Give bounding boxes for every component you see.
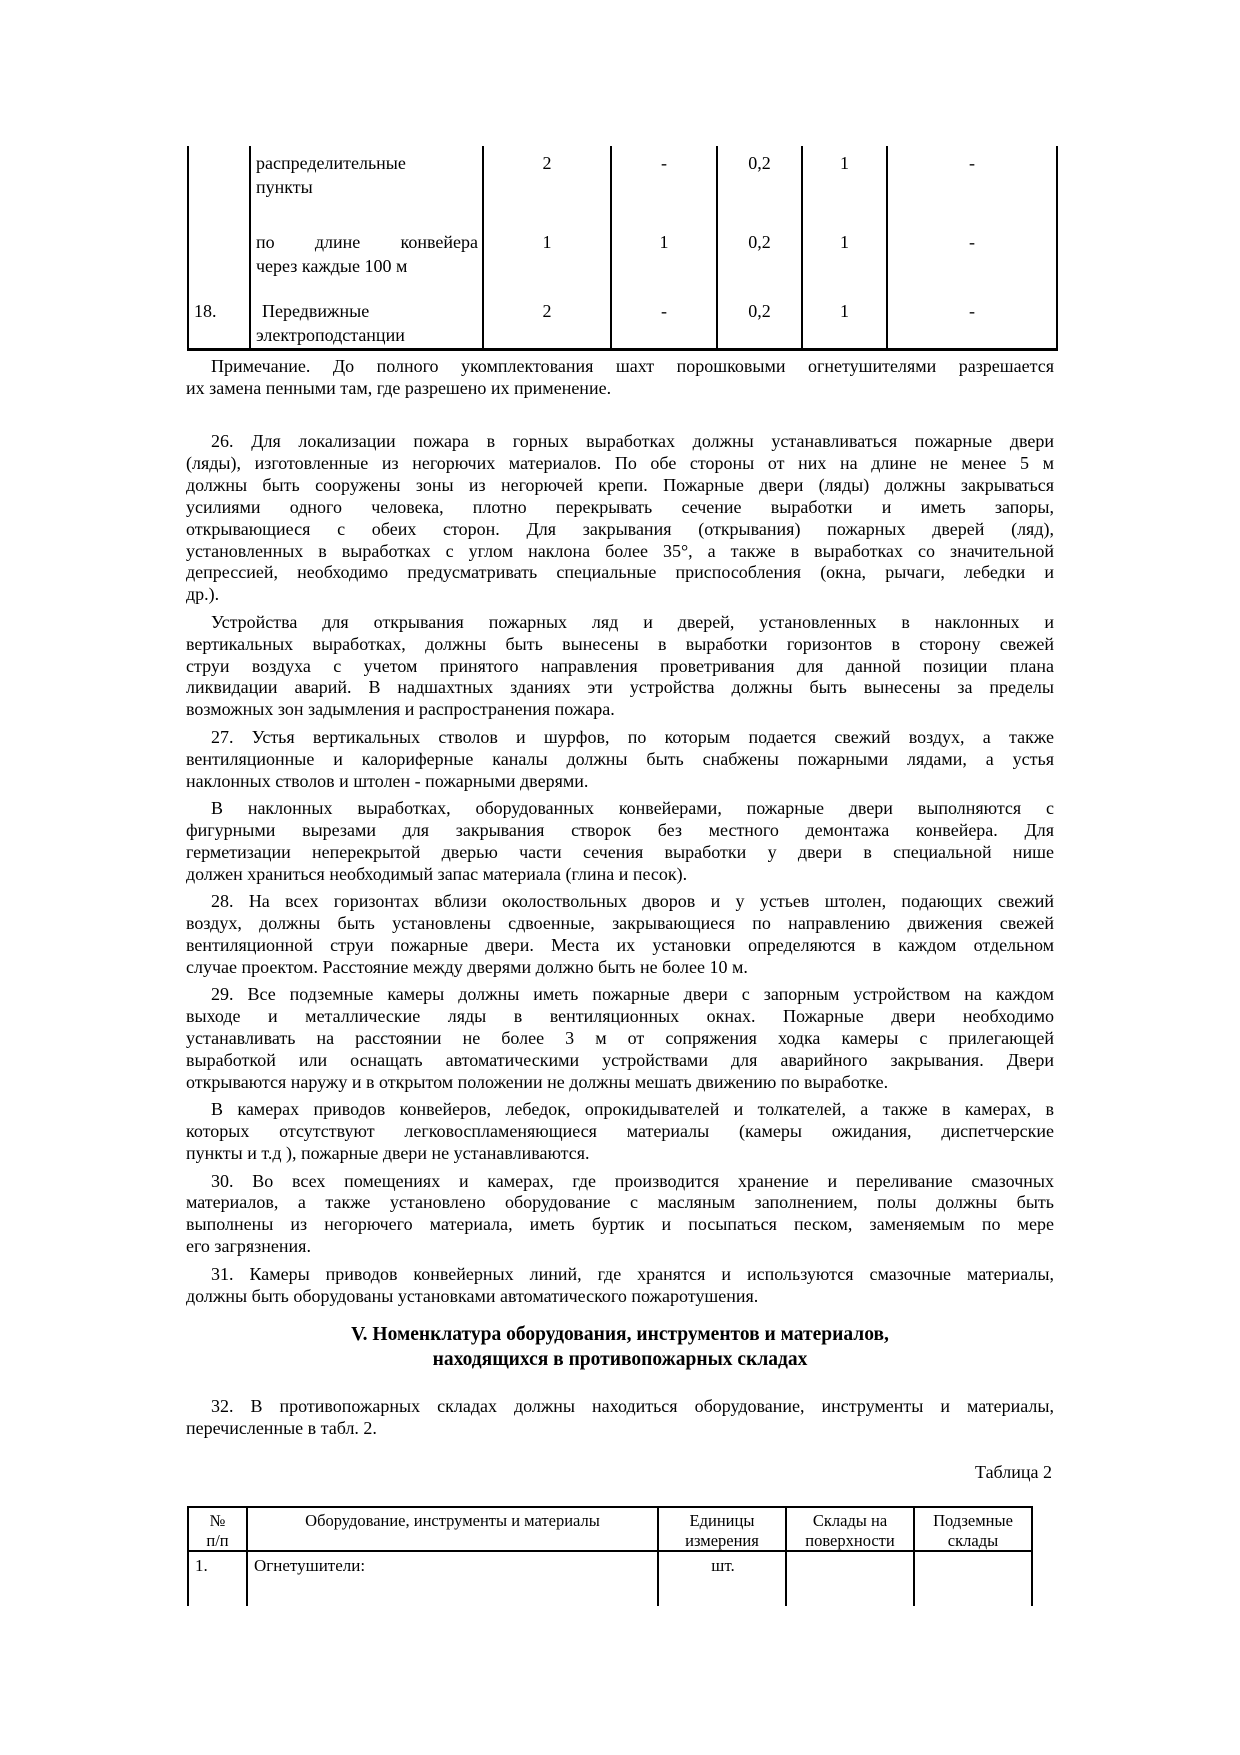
text-line: Склады на (812, 1511, 888, 1530)
text-line: пункты (256, 177, 313, 197)
text-line: склады (947, 1530, 999, 1550)
paragraph-31 (186, 1264, 1054, 1308)
text-line: струи воздуха с учетом принятого направления проветривания для данной позиции плана (186, 655, 1054, 676)
unit-cell: шт. (658, 1551, 786, 1606)
text-line: наклонных стволов и штолен - пожарными дверями. (186, 770, 589, 791)
paragraph-27 (186, 727, 1054, 793)
text-line: открывающиеся с обеих сторон. Для закрывания (открывания) пожарных дверей (ляд), (186, 518, 1054, 539)
row-number-cell: 18. (188, 294, 250, 350)
value-cell: - (887, 146, 1057, 225)
text-line: герметизации неперекрытой дверью части сечения выработки у двери в специальной нише (186, 841, 1054, 862)
text-line: распределительные (256, 153, 406, 173)
text-line: вертикальных выработках, должны быть вынесены в выработки горизонтов в сторону свежей (186, 633, 1054, 654)
paragraph-32 (186, 1396, 1054, 1440)
header-equipment (247, 1507, 658, 1551)
text-line: В наклонных выработках, оборудованных конвейерами, пожарные двери выполняются с (211, 798, 1054, 818)
text-line: 32. В противопожарных складах должны находиться оборудование, инструменты и материалы, (211, 1396, 1054, 1416)
text-line: материалов, а также установлено оборудование с масляным заполнением, полы должны быть (186, 1192, 1054, 1213)
text-line: открываются наружу и в открытом положении не должны мешать движению по выработке. (186, 1071, 889, 1092)
header-underground-storage (914, 1507, 1032, 1551)
paragraph-26-devices (186, 612, 1054, 722)
text-line: выполнены из негорючего материала, иметь буртик и посыпаться песком, заменяемым по мере (186, 1214, 1054, 1235)
underground-value-cell (914, 1551, 1032, 1606)
value-cell: 0,2 (717, 146, 802, 225)
text-line: воздух, должны быть установлены сдвоенные, закрывающиеся по направлению движения свежей (186, 913, 1054, 934)
text-line: находящихся в противопожарных складах (432, 1349, 808, 1370)
row-number-cell: 1. (188, 1551, 247, 1606)
text-line: выходе и металлические ляды в вентиляционных окнах. Пожарные двери необходимо (186, 1006, 1054, 1027)
text-line: вентиляционные и калориферные каналы должны быть снабжены пожарными лядами, а устья (186, 748, 1054, 769)
text-line: которых отсутствуют легковоспламеняющиеся материалы (камеры ожидания, диспетчерские (186, 1121, 1054, 1142)
text-line: 29. Все подземные камеры должны иметь пожарные двери с запорным устройством на каждом (211, 984, 1054, 1005)
text-line: их замена пенными там, где разрешено их применение. (186, 377, 612, 398)
row-description-cell (250, 225, 483, 294)
header-number (188, 1507, 247, 1551)
value-cell: - (611, 146, 717, 225)
text-line: его загрязнения. (186, 1236, 311, 1257)
value-cell: 1 (802, 146, 887, 225)
text-line: 26. Для локализации пожара в горных выработках должны устанавливаться пожарные двери (211, 431, 1054, 451)
text-line: измерения (685, 1530, 759, 1550)
text-line: по длине конвейера (256, 232, 478, 252)
text-line: Устройства для открывания пожарных ляд и дверей, установленных в наклонных и (211, 611, 1054, 632)
row-description-cell (250, 146, 483, 225)
text-line: через каждые 100 м (256, 256, 408, 276)
surface-value-cell (786, 1551, 914, 1606)
paragraph-26 (186, 431, 1054, 606)
value-cell: 0,2 (717, 294, 802, 350)
header-surface-storage (786, 1507, 914, 1551)
value-cell: 1 (802, 225, 887, 294)
text-line: устанавливать на расстоянии не более 3 м от сопряжения ходка камеры с прилегающей (186, 1028, 1054, 1049)
text-line: пункты и т.д ), пожарные двери не устанавливаются. (186, 1143, 590, 1164)
text-line: Примечание. До полного укомплектования шахт порошковыми огнетушителями разрешается (211, 356, 1054, 376)
value-cell: - (887, 294, 1057, 350)
text-line: Передвижные (262, 301, 370, 321)
text-line: выработкой или оснащать автоматическими устройствами для аварийного закрывания. Двери (186, 1049, 1054, 1070)
table-row (188, 146, 1057, 225)
text-line: депрессией, необходимо предусматривать специальные приспособления (окна, рычаги, лебедки и (186, 562, 1054, 583)
text-line: 27. Устья вертикальных стволов и шурфов, по которым подается свежий воздух, а также (211, 726, 1054, 747)
table2-caption: Таблица 2 (975, 1462, 1052, 1482)
text-line: В камерах приводов конвейеров, лебедок, опрокидывателей и толкателей, а также в камерах, в (211, 1099, 1054, 1120)
header-row (188, 1507, 1032, 1551)
text-line: усилиями одного человека, плотно перекрывать сечение выработки и иметь запоры, (186, 496, 1054, 517)
text-line: возможных зон задымления и распространения пожара. (186, 699, 615, 720)
text-line: должны быть оборудованы установками автоматического пожаротушения. (186, 1285, 759, 1306)
row-number-cell (188, 146, 250, 225)
header-units (658, 1507, 786, 1551)
body-paragraphs (186, 431, 1054, 1313)
table-row (188, 294, 1057, 350)
text-line: Единицы (689, 1511, 755, 1530)
text-line: 31. Камеры приводов конвейерных линий, где хранятся и используются смазочные материалы, (211, 1263, 1054, 1284)
value-cell: 1 (611, 225, 717, 294)
text-line: п/п (206, 1530, 229, 1550)
text-line: установленных в выработках с углом наклона более 35°, а также в выработках со значительной (186, 540, 1054, 561)
value-cell: - (887, 225, 1057, 294)
text-line: (ляды), изготовленные из негорючих материалов. По обе стороны от них на длине не менее 5 м (186, 452, 1054, 473)
paragraph-30 (186, 1171, 1054, 1259)
text-line: др.). (186, 584, 220, 605)
text-line: случае проектом. Расстояние между дверями должно быть не более 10 м. (186, 956, 748, 977)
text-line: ликвидации аварий. В надшахтных зданиях эти устройства должны быть вынесены за пределы (186, 677, 1054, 698)
text-line: № (209, 1511, 226, 1530)
value-cell: 2 (483, 146, 611, 225)
value-cell: 1 (802, 294, 887, 350)
equipment-table (187, 1506, 1033, 1606)
value-cell: 2 (483, 294, 611, 350)
note-paragraph (186, 356, 1054, 400)
paragraph-29-chambers (186, 1099, 1054, 1165)
paragraph-28 (186, 891, 1054, 979)
value-cell: 1 (483, 225, 611, 294)
item-name-cell: Огнетушители: (247, 1551, 658, 1606)
row-description-cell (250, 294, 483, 350)
text-line: электроподстанции (256, 325, 405, 345)
row-number-cell (188, 225, 250, 294)
value-cell: - (611, 294, 717, 350)
section-heading (186, 1322, 1054, 1372)
text-line: 28. На всех горизонтах вблизи околоствольных дворов и у устьев штолен, подающих свежий (211, 891, 1054, 912)
continuation-table (187, 146, 1058, 351)
text-line: Подземные (933, 1511, 1013, 1530)
table-row (188, 1551, 1032, 1606)
text-line: должен храниться необходимый запас материала (глина и песок). (186, 863, 688, 884)
text-line: поверхности (805, 1530, 895, 1550)
paragraph-29 (186, 984, 1054, 1094)
text-line: перечисленные в табл. 2. (186, 1417, 377, 1438)
value-cell: 0,2 (717, 225, 802, 294)
text-line: фигурными вырезами для закрывания створок без местного демонтажа конвейера. Для (186, 819, 1054, 840)
text-line: V. Номенклатура оборудования, инструментов и материалов, (351, 1324, 889, 1345)
text-line: Оборудование, инструменты и материалы (305, 1511, 600, 1530)
table-row (188, 225, 1057, 294)
text-line: 30. Во всех помещениях и камерах, где производится хранение и переливание смазочных (211, 1170, 1054, 1191)
text-line: вентиляционной струи пожарные двери. Места их установки определяются в каждом отдельном (186, 934, 1054, 955)
text-line: должны быть сооружены зоны из негорючей крепи. Пожарные двери (ляды) должны закрываться (186, 474, 1054, 495)
paragraph-27-inclined (186, 798, 1054, 886)
